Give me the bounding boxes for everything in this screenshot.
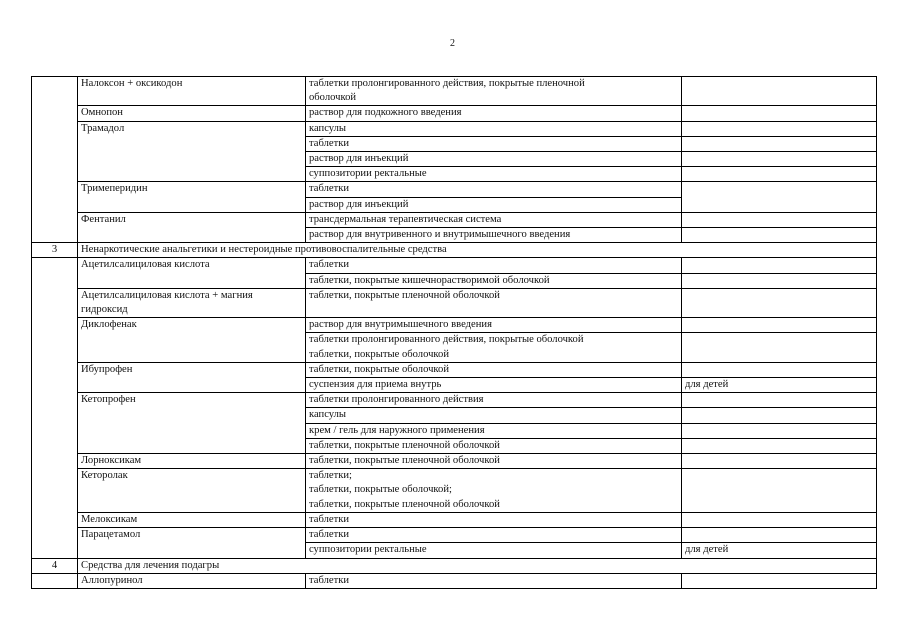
dosage-form-cell (306, 77, 682, 106)
dosage-form-cell: таблетки, покрытые пленочной оболочкой (306, 288, 682, 317)
dosage-form-cell: таблетки (306, 573, 682, 588)
note-cell (682, 423, 877, 438)
note-cell (682, 212, 877, 227)
table-row (32, 121, 877, 136)
note-cell (682, 528, 877, 543)
table-row (32, 528, 877, 543)
section-number-cell (32, 573, 78, 588)
note-cell (682, 512, 877, 527)
note-cell (682, 362, 877, 377)
drug-table-section-4 (31, 558, 877, 589)
drug-table (31, 76, 877, 243)
note-cell (682, 121, 877, 136)
section-header-row (32, 558, 877, 573)
note-cell (682, 288, 877, 317)
dosage-form-cell: таблетки (306, 136, 682, 151)
dosage-form-cell: таблетки (306, 182, 682, 197)
drug-name-cell: Кетопрофен (78, 393, 306, 454)
dosage-form-cell (306, 469, 682, 513)
table-row (32, 258, 877, 273)
drug-name-cell: Налоксон + оксикодон (78, 77, 306, 106)
note-cell (682, 469, 877, 513)
table-row (32, 318, 877, 333)
table-row (32, 512, 877, 527)
table-row (32, 212, 877, 227)
dosage-form-cell: таблетки, покрытые пленочной оболочкой (306, 454, 682, 469)
note-cell (682, 333, 877, 362)
dosage-form-cell: крем / гель для наружного применения (306, 423, 682, 438)
note-cell (682, 136, 877, 151)
dosage-form-cell: раствор для инъекций (306, 152, 682, 167)
section-title: Ненаркотические анальгетики и нестероидные противовоспалительные средства (78, 243, 877, 258)
table-row (32, 77, 877, 106)
drug-name-cell: Кеторолак (78, 469, 306, 513)
section-header-row (32, 243, 877, 258)
page-number: 2 (450, 38, 455, 49)
section-number: 3 (32, 243, 78, 258)
note-cell: для детей (682, 543, 877, 558)
drug-name-cell: Ацетилсалициловая кислота (78, 258, 306, 288)
dosage-form-line: оболочкой (309, 92, 357, 104)
note-cell (682, 167, 877, 182)
note-cell (682, 573, 877, 588)
drug-name-line: гидроксид (81, 304, 128, 316)
dosage-form-cell: таблетки пролонгированного действия, покрытые оболочкой (306, 333, 682, 348)
drug-name-cell: Мелоксикам (78, 512, 306, 527)
note-cell (682, 393, 877, 408)
dosage-form-cell: таблетки, покрытые пленочной оболочкой (306, 438, 682, 453)
drug-name-line: Ацетилсалициловая кислота + магния (81, 289, 253, 301)
dosage-form-line: таблетки, покрытые оболочкой; (309, 484, 452, 496)
drug-name-cell: Аллопуринол (78, 573, 306, 588)
dosage-form-cell: таблетки пролонгированного действия (306, 393, 682, 408)
note-cell (682, 258, 877, 273)
drug-name-cell: Трамадол (78, 121, 306, 182)
dosage-form-line: таблетки пролонгированного действия, покрытые пленочной (309, 78, 585, 89)
section-title: Средства для лечения подагры (78, 558, 877, 573)
table-row (32, 573, 877, 588)
drug-name-cell: Фентанил (78, 212, 306, 242)
dosage-form-cell: раствор для подкожного введения (306, 106, 682, 121)
note-cell (682, 182, 877, 212)
dosage-form-cell: суспензия для приема внутрь (306, 378, 682, 393)
table-row (32, 288, 877, 317)
note-cell (682, 77, 877, 106)
drug-name-cell: Парацетамол (78, 528, 306, 558)
note-cell (682, 152, 877, 167)
drug-name-cell: Лорноксикам (78, 454, 306, 469)
table-row (32, 469, 877, 513)
dosage-form-cell: таблетки (306, 512, 682, 527)
dosage-form-line: таблетки; (309, 470, 352, 482)
note-cell (682, 106, 877, 121)
dosage-form-cell: капсулы (306, 408, 682, 423)
section-number-cell (32, 258, 78, 558)
drug-table-section-3 (31, 242, 877, 558)
note-cell (682, 408, 877, 423)
section-number: 4 (32, 558, 78, 573)
drug-name-cell: Диклофенак (78, 318, 306, 363)
drug-name-cell: Тримеперидин (78, 182, 306, 212)
note-cell (682, 273, 877, 288)
dosage-form-cell: суппозитории ректальные (306, 543, 682, 558)
drug-name-cell: Омнопон (78, 106, 306, 121)
dosage-form-cell: таблетки, покрытые кишечнорастворимой оболочкой (306, 273, 682, 288)
note-cell (682, 228, 877, 243)
note-cell (682, 438, 877, 453)
dosage-form-cell: раствор для инъекций (306, 197, 682, 212)
dosage-form-cell: раствор для внутривенного и внутримышечного введения (306, 228, 682, 243)
table-row (32, 454, 877, 469)
dosage-form-cell: капсулы (306, 121, 682, 136)
table-row (32, 182, 877, 197)
dosage-form-cell: таблетки (306, 258, 682, 273)
table-row (32, 393, 877, 408)
section-number-cell (32, 77, 78, 243)
note-cell (682, 318, 877, 333)
dosage-form-cell: таблетки (306, 528, 682, 543)
table-row (32, 106, 877, 121)
note-cell: для детей (682, 378, 877, 393)
dosage-form-cell: раствор для внутримышечного введения (306, 318, 682, 333)
drug-name-cell: Ибупрофен (78, 362, 306, 392)
note-cell (682, 454, 877, 469)
dosage-form-cell: суппозитории ректальные (306, 167, 682, 182)
dosage-form-cell: таблетки, покрытые оболочкой (306, 362, 682, 377)
dosage-form-cell: трансдермальная терапевтическая система (306, 212, 682, 227)
table-row (32, 362, 877, 377)
dosage-form-line: таблетки, покрытые пленочной оболочкой (309, 498, 500, 510)
drug-name-cell (78, 288, 306, 317)
dosage-form-cell: таблетки, покрытые оболочкой (306, 348, 682, 363)
